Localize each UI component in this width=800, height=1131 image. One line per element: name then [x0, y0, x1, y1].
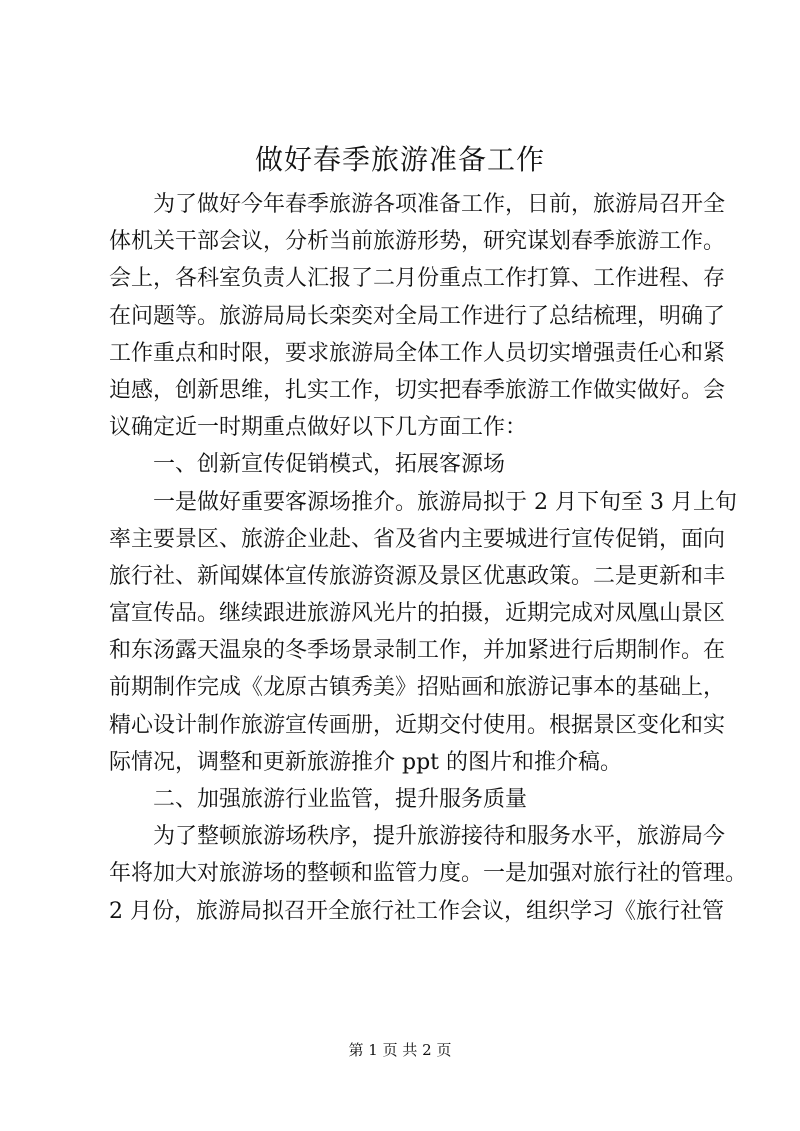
- text-line: 旅行社、新闻媒体宣传旅游资源及景区优惠政策。二是更新和丰: [109, 563, 726, 589]
- document-title: 做好春季旅游准备工作: [254, 143, 545, 176]
- text-line: 议确定近一时期重点做好以下几方面工作：: [109, 415, 528, 441]
- text-line: 富宣传品。继续跟进旅游风光片的拍摄，近期完成对凤凰山景区: [109, 601, 726, 627]
- text-line: 迫感，创新思维，扎实工作，切实把春季旅游工作做实做好。会: [109, 377, 726, 403]
- text-line: 一是做好重要客源场推介。旅游局拟于 2 月下旬至 3 月上旬: [153, 489, 737, 515]
- page-footer: 第 1 页 共 2 页: [348, 1041, 452, 1059]
- text-line: 在问题等。旅游局局长栾奕对全局工作进行了总结梳理，明确了: [109, 303, 726, 329]
- text-line: 会上，各科室负责人汇报了二月份重点工作打算、工作进程、存: [109, 266, 726, 292]
- text-line: 2 月份，旅游局拟召开全旅行社工作会议，组织学习《旅行社管: [109, 898, 724, 924]
- paragraph: [109, 186, 726, 446]
- text-line: 体机关干部会议，分析当前旅游形势，研究谋划春季旅游工作。: [109, 229, 726, 255]
- section-heading: [109, 446, 703, 483]
- text-line: 一、创新宣传促销模式，拓展客源场: [153, 452, 506, 478]
- text-line: 为了整顿旅游场秩序，提升旅游接待和服务水平，旅游局今: [153, 824, 726, 850]
- paragraph: [109, 818, 748, 930]
- text-line: 率主要景区、旅游企业赴、省及省内主要城进行宣传促销，面向: [109, 526, 726, 552]
- text-line: 年将加大对旅游场的整顿和监管力度。一是加强对旅行社的管理。: [109, 861, 748, 887]
- text-line: 为了做好今年春季旅游各项准备工作，日前，旅游局召开全: [153, 192, 726, 217]
- text-line: 工作重点和时限，要求旅游局全体工作人员切实增强责任心和紧: [109, 340, 726, 366]
- document-body: [109, 186, 748, 930]
- paragraph: [109, 484, 737, 782]
- text-line: 二、加强旅游行业监管，提升服务质量: [153, 787, 528, 812]
- text-line: 前期制作完成《龙原古镇秀美》招贴画和旅游记事本的基础上，: [109, 675, 726, 701]
- section-heading: [109, 781, 703, 818]
- text-line: 际情况，调整和更新旅游推介 ppt 的图片和推介稿。: [109, 749, 622, 775]
- text-line: 和东汤露天温泉的冬季场景录制工作，并加紧进行后期制作。在: [109, 638, 726, 664]
- text-line: 精心设计制作旅游宣传画册，近期交付使用。根据景区变化和实: [109, 712, 726, 738]
